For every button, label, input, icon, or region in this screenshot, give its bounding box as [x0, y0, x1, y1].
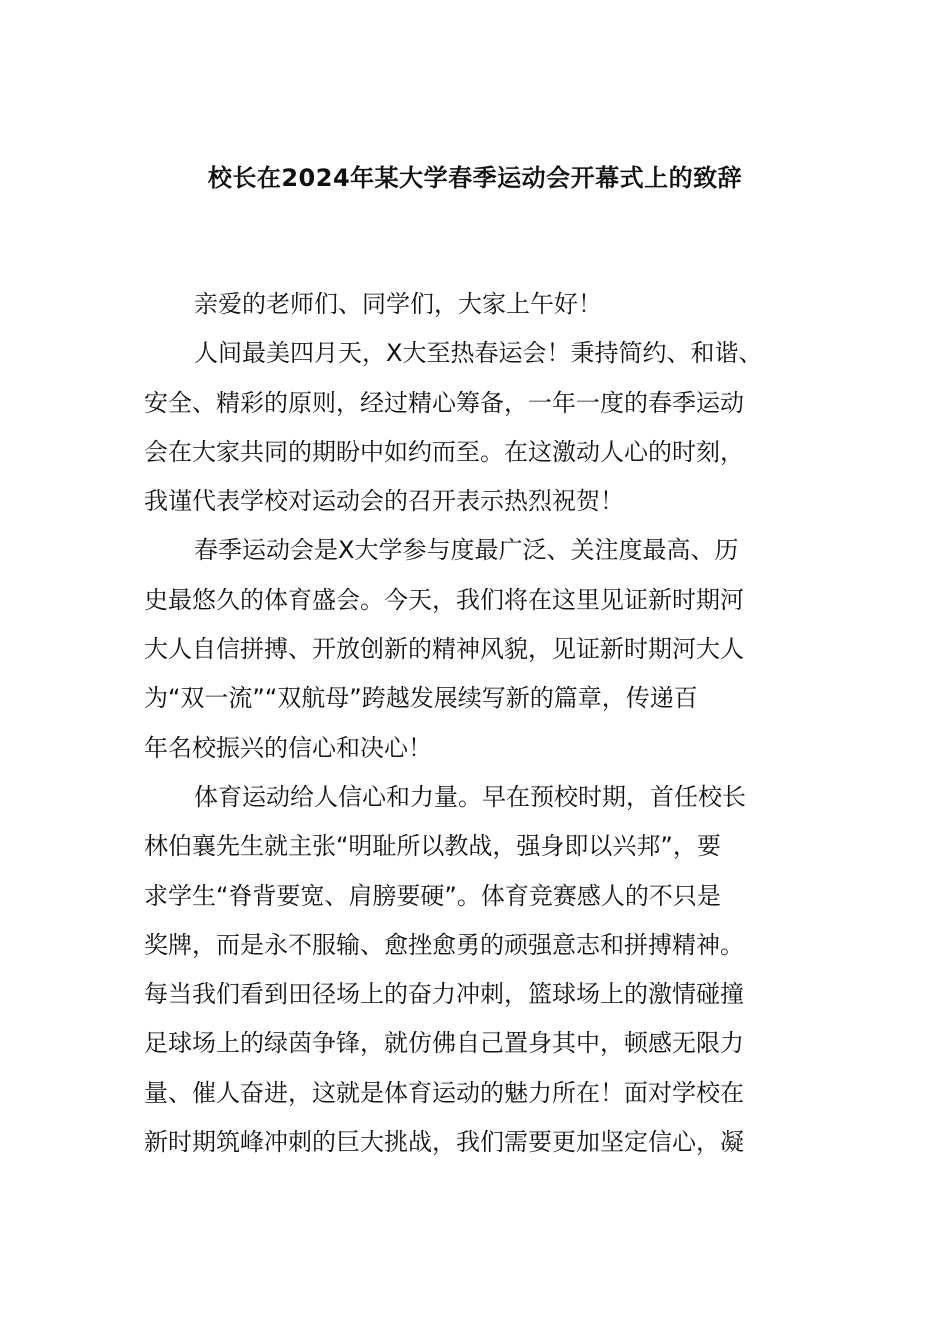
document-body — [144, 280, 806, 1167]
paragraph-line: 奖牌，而是永不服输、愈挫愈勇的顽强意志和拼搏精神。 — [144, 930, 744, 959]
document-title: 校长在2024年某大学春季运动会开幕式上的致辞 — [207, 164, 743, 192]
paragraph-line: 林伯襄先生就主张“明耻所以教战，强身即以兴邦”，要 — [144, 832, 721, 861]
paragraph-line: 史最悠久的体育盛会。今天，我们将在这里见证新时期河 — [144, 585, 744, 614]
paragraph-line: 新时期筑峰冲刺的巨大挑战，我们需要更加坚定信心，凝 — [144, 1128, 744, 1157]
paragraph-line: 足球场上的绿茵争锋，就仿佛自己置身其中，顿感无限力 — [144, 1029, 744, 1058]
paragraph-line: 体育运动给人信心和力量。早在预校时期，首任校长 — [194, 782, 746, 811]
paragraph-line: 大人自信拼搏、开放创新的精神风貌，见证新时期河大人 — [144, 635, 744, 664]
paragraph-line: 为“双一流”“双航母”跨越发展续写新的篇章，传递百 — [144, 684, 698, 713]
paragraph-line: 会在大家共同的期盼中如约而至。在这激动人心的时刻， — [144, 437, 744, 466]
paragraph-line: 亲爱的老师们、同学们，大家上午好！ — [194, 290, 602, 318]
paragraph-line: 每当我们看到田径场上的奋力冲刺，篮球场上的激情碰撞 — [144, 980, 744, 1009]
paragraph-line: 我谨代表学校对运动会的召开表示热烈祝贺！ — [144, 487, 624, 516]
paragraph-line: 求学生“脊背要宽、肩膀要硬”。体育竞赛感人的不只是 — [144, 881, 721, 910]
paragraph-line: 年名校振兴的信心和决心！ — [144, 733, 432, 762]
paragraph-line: 人间最美四月天，X大至热春运会！秉持简约、和谐、 — [194, 339, 763, 368]
paragraph-line: 安全、精彩的原则，经过精心筹备，一年一度的春季运动 — [144, 388, 744, 417]
paragraph-line: 量、催人奋进，这就是体育运动的魅力所在！面对学校在 — [144, 1078, 744, 1107]
paragraph-line: 春季运动会是X大学参与度最广泛、关注度最高、历 — [194, 536, 739, 565]
